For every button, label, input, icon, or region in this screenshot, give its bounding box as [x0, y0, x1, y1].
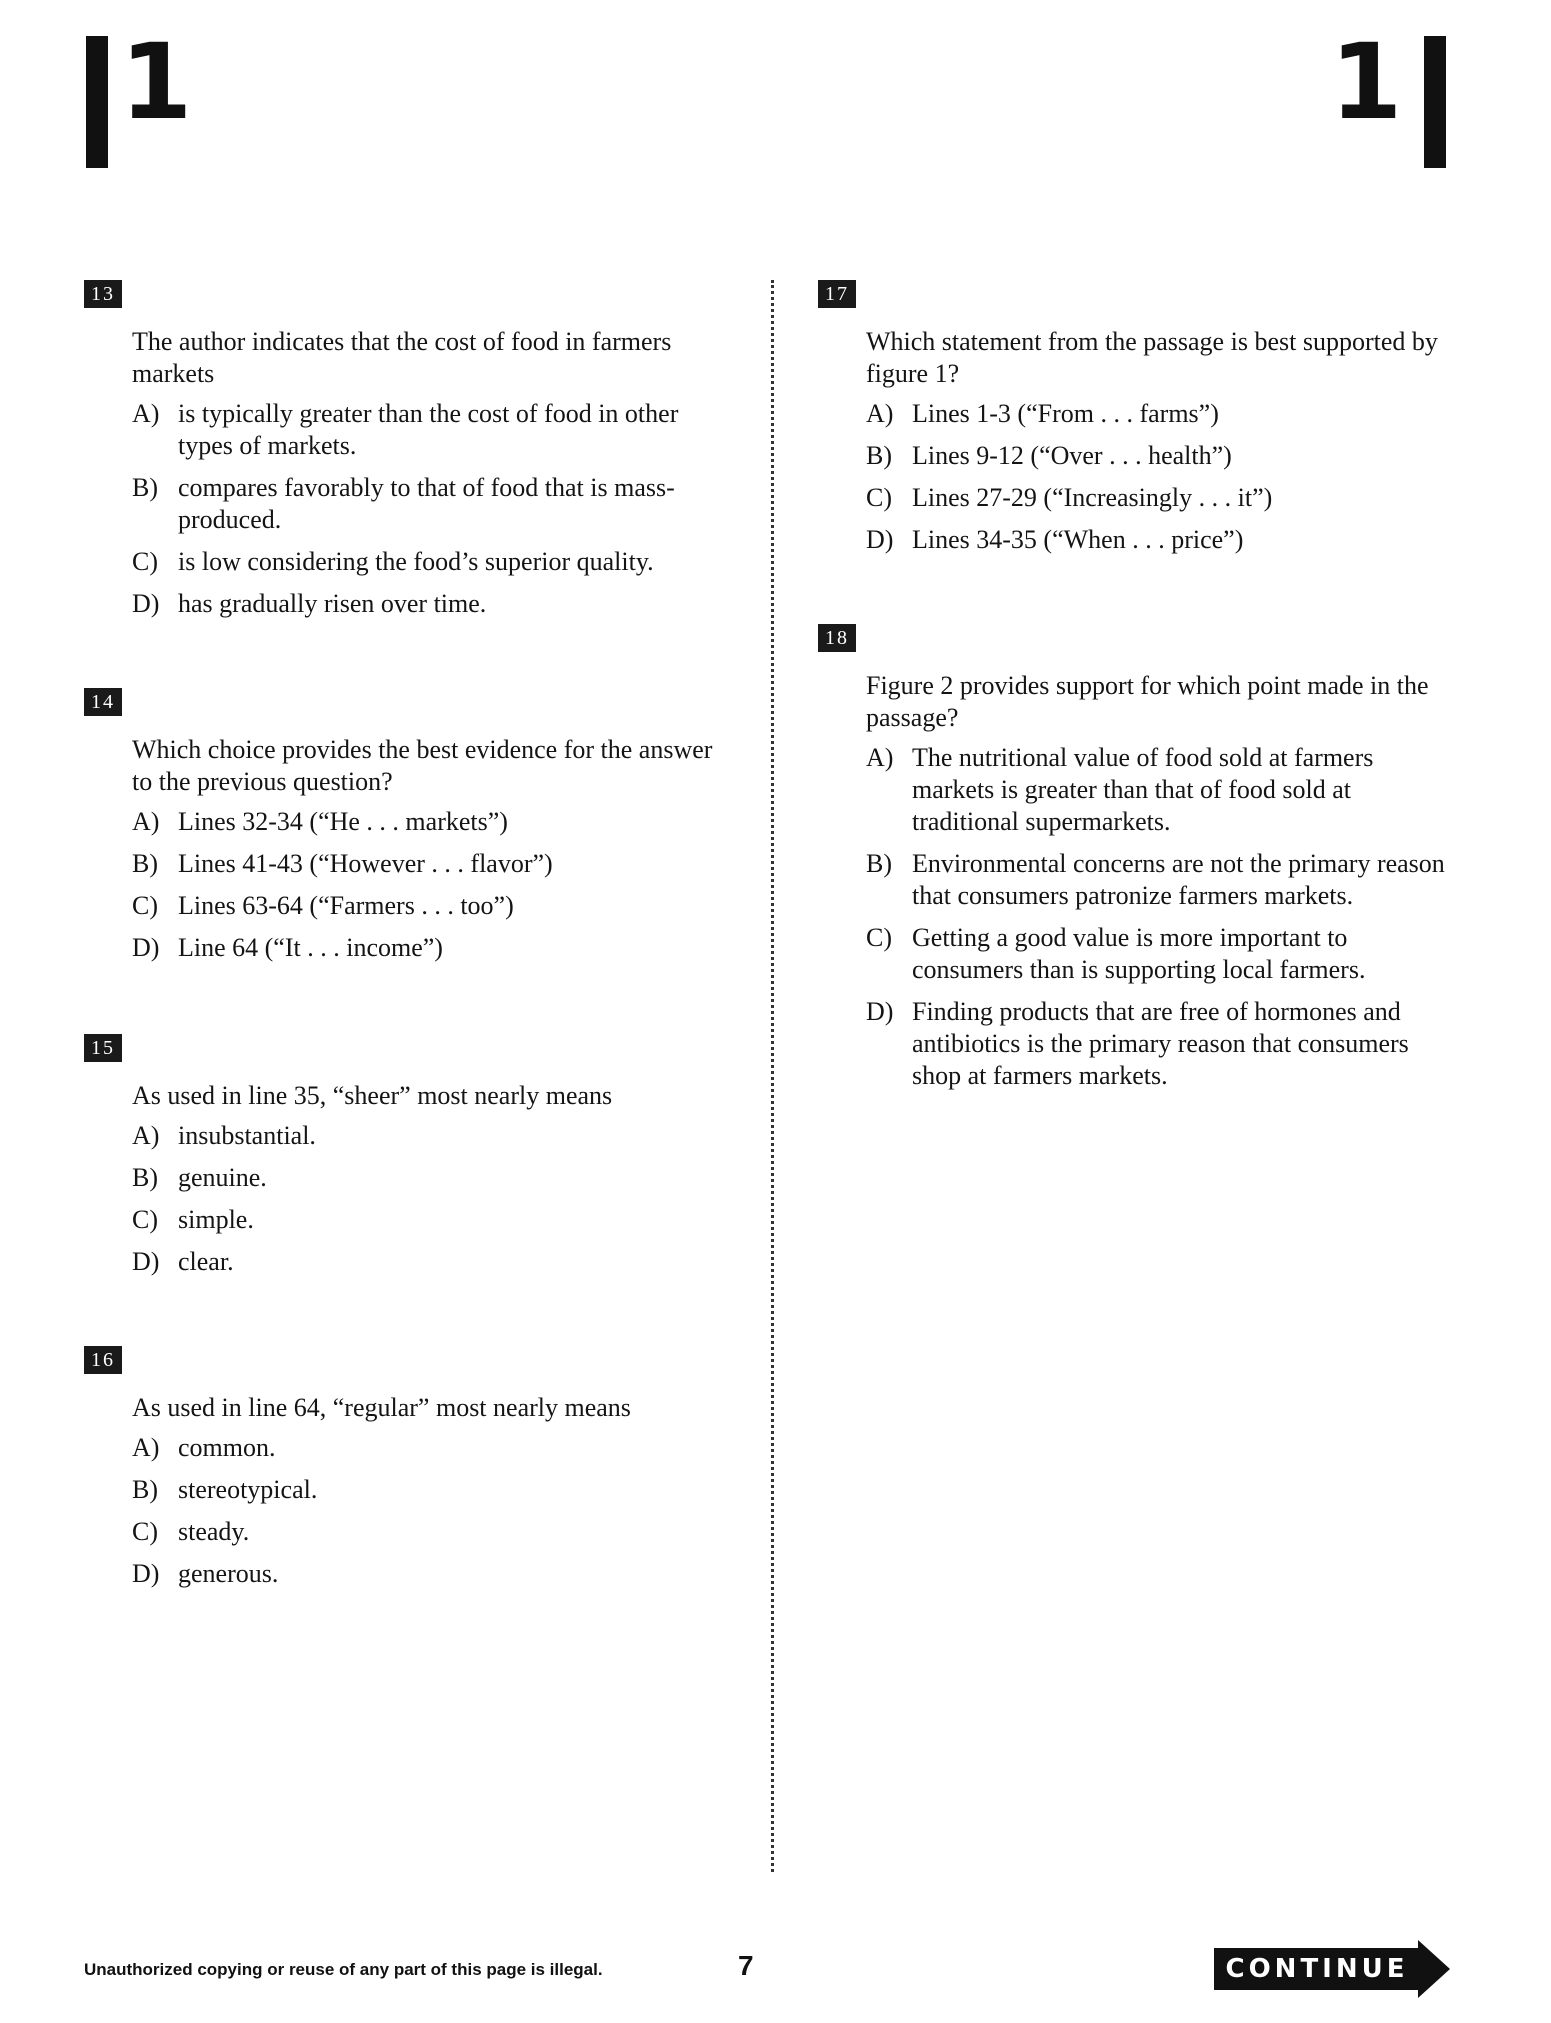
choice-text: generous. — [178, 1559, 279, 1588]
choice-letter: C) — [132, 1517, 158, 1546]
question-15 — [84, 1034, 724, 1288]
answer-choice-d[interactable] — [132, 588, 724, 620]
question-number-badge: 16 — [84, 1346, 122, 1374]
copyright-notice: Unauthorized copying or reuse of any part of this page is illegal. — [84, 1960, 603, 1979]
choice-text: stereotypical. — [178, 1475, 318, 1504]
arrow-right-icon — [1418, 1940, 1450, 1998]
choice-letter: C) — [866, 923, 892, 952]
choice-text: compares favorably to that of food that is mass-produced. — [178, 473, 675, 534]
choice-text: is typically greater than the cost of food in other types of markets. — [178, 399, 679, 460]
choice-letter: A) — [132, 1433, 160, 1462]
choice-letter: B) — [132, 849, 158, 878]
answer-choices — [132, 806, 724, 964]
page-number: 7 — [738, 1950, 754, 1981]
column-divider — [771, 280, 774, 1872]
choice-text: common. — [178, 1433, 276, 1462]
continue-label: CONTINUE — [1225, 1954, 1409, 1984]
choice-letter: B) — [132, 473, 158, 502]
answer-choice-d[interactable] — [132, 1246, 724, 1278]
answer-choice-b[interactable] — [132, 848, 724, 880]
choice-letter: A) — [132, 399, 160, 428]
choice-text: insubstantial. — [178, 1121, 316, 1150]
choice-text: Environmental concerns are not the primary reason that consumers patronize farmers markets. — [912, 849, 1445, 910]
answer-choice-d[interactable] — [132, 932, 724, 964]
choice-text: Lines 63-64 (“Farmers . . . too”) — [178, 891, 514, 920]
choice-letter: B) — [132, 1163, 158, 1192]
choice-text: clear. — [178, 1247, 234, 1276]
answer-choice-d[interactable] — [132, 1558, 724, 1590]
choice-letter: B) — [866, 441, 892, 470]
question-stem: Figure 2 provides support for which point made in the passage? — [866, 671, 1429, 732]
section-number-left: 1 — [120, 21, 193, 143]
choice-letter: C) — [132, 1205, 158, 1234]
answer-choice-d[interactable] — [866, 996, 1458, 1092]
answer-choice-a[interactable] — [132, 1432, 724, 1464]
answer-choice-c[interactable] — [866, 922, 1458, 986]
choice-text: Finding products that are free of hormones and antibiotics is the primary reason that consumers shop at farmers markets. — [912, 997, 1409, 1090]
answer-choice-b[interactable] — [132, 472, 724, 536]
choice-text: Lines 27-29 (“Increasingly . . . it”) — [912, 483, 1273, 512]
choice-text: Lines 41-43 (“However . . . flavor”) — [178, 849, 553, 878]
question-stem: As used in line 35, “sheer” most nearly means — [132, 1081, 613, 1110]
choice-letter: A) — [132, 807, 160, 836]
question-number-badge: 17 — [818, 280, 856, 308]
question-13 — [84, 280, 724, 630]
question-stem: Which choice provides the best evidence for the answer to the previous question? — [132, 735, 713, 796]
choice-letter: B) — [866, 849, 892, 878]
answer-choices — [866, 398, 1458, 556]
choice-text: steady. — [178, 1517, 250, 1546]
choice-text: Lines 1-3 (“From . . . farms”) — [912, 399, 1219, 428]
question-number-badge: 13 — [84, 280, 122, 308]
choice-letter: D) — [132, 1559, 160, 1588]
choice-text: has gradually risen over time. — [178, 589, 487, 618]
question-number-badge: 15 — [84, 1034, 122, 1062]
choice-letter: D) — [132, 1247, 160, 1276]
choice-letter: C) — [132, 891, 158, 920]
choice-text: Lines 34-35 (“When . . . price”) — [912, 525, 1244, 554]
question-14 — [84, 688, 724, 974]
choice-text: genuine. — [178, 1163, 267, 1192]
answer-choice-a[interactable] — [132, 1120, 724, 1152]
answer-choice-b[interactable] — [132, 1474, 724, 1506]
section-marker-bar-right — [1424, 36, 1446, 168]
answer-choices — [132, 398, 724, 620]
choice-letter: C) — [132, 547, 158, 576]
answer-choice-a[interactable] — [132, 806, 724, 838]
answer-choice-b[interactable] — [866, 440, 1458, 472]
choice-letter: A) — [866, 399, 894, 428]
answer-choice-c[interactable] — [866, 482, 1458, 514]
choice-letter: D) — [866, 525, 894, 554]
answer-choice-c[interactable] — [132, 1516, 724, 1548]
choice-text: The nutritional value of food sold at farmers markets is greater than that of food sold at traditional supermarkets. — [912, 743, 1374, 836]
answer-choices — [132, 1120, 724, 1278]
answer-choice-a[interactable] — [132, 398, 724, 462]
answer-choices — [866, 742, 1458, 1092]
choice-letter: A) — [866, 743, 894, 772]
question-17 — [818, 280, 1458, 566]
question-16 — [84, 1346, 724, 1600]
choice-letter: D) — [866, 997, 894, 1026]
choice-text: is low considering the food’s superior quality. — [178, 547, 654, 576]
answer-choice-d[interactable] — [866, 524, 1458, 556]
choice-letter: C) — [866, 483, 892, 512]
answer-choice-b[interactable] — [866, 848, 1458, 912]
answer-choices — [132, 1432, 724, 1590]
question-stem: As used in line 64, “regular” most nearly means — [132, 1393, 631, 1422]
question-stem: The author indicates that the cost of food in farmers markets — [132, 327, 672, 388]
choice-letter: D) — [132, 933, 160, 962]
question-number-badge: 14 — [84, 688, 122, 716]
choice-text: Lines 32-34 (“He . . . markets”) — [178, 807, 508, 836]
answer-choice-a[interactable] — [866, 742, 1458, 838]
choice-letter: D) — [132, 589, 160, 618]
choice-text: Lines 9-12 (“Over . . . health”) — [912, 441, 1232, 470]
answer-choice-a[interactable] — [866, 398, 1458, 430]
section-marker-bar-left — [86, 36, 108, 168]
answer-choice-c[interactable] — [132, 546, 724, 578]
choice-letter: A) — [132, 1121, 160, 1150]
answer-choice-c[interactable] — [132, 1204, 724, 1236]
choice-text: Getting a good value is more important to consumers than is supporting local farmers. — [912, 923, 1366, 984]
choice-text: simple. — [178, 1205, 254, 1234]
choice-text: Line 64 (“It . . . income”) — [178, 933, 443, 962]
question-stem: Which statement from the passage is best supported by figure 1? — [866, 327, 1438, 388]
section-number-right: 1 — [1330, 21, 1403, 143]
question-number-badge: 18 — [818, 624, 856, 652]
question-18 — [818, 624, 1458, 1102]
answer-choice-c[interactable] — [132, 890, 724, 922]
answer-choice-b[interactable] — [132, 1162, 724, 1194]
choice-letter: B) — [132, 1475, 158, 1504]
